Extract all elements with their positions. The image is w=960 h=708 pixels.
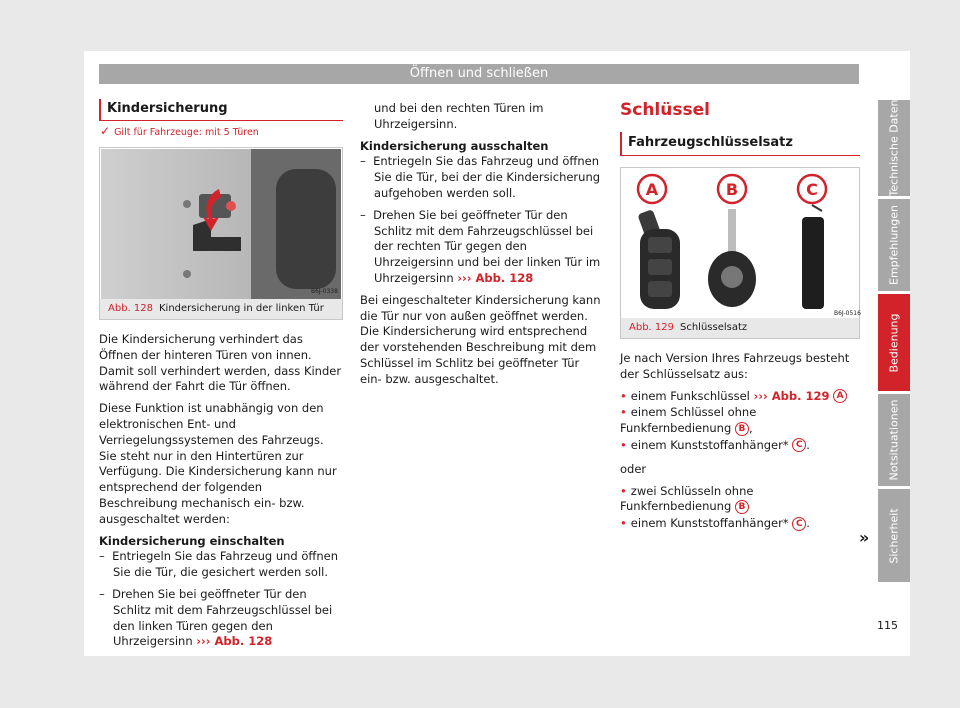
label-a: A [645, 180, 659, 199]
middle-text [360, 101, 603, 394]
tab-technische-daten[interactable]: Technische Daten [878, 100, 910, 196]
list-item: • einem Kunststoffanhänger* C . [620, 437, 810, 452]
paragraph: Die Kindersicherung verhindert das Öffnen der hinteren Türen von innen. Damit soll verhindert werden, dass Kinder während der Fahrt die Tür öffnen. [99, 332, 342, 394]
label-b: B [725, 180, 739, 199]
callout-a: A [833, 389, 847, 403]
bullet-icon: • [620, 516, 627, 531]
bullet-icon: • [620, 388, 627, 403]
image-code-129: B6J-0516 [834, 310, 861, 317]
section-heading-schluessel: Schlüssel [620, 100, 710, 120]
list-item: • einem Kunststoffanhänger* C . [620, 516, 810, 531]
figure-caption-text-128: Kindersicherung in der linken Tür [158, 303, 324, 314]
figure-link-128[interactable]: ››› Abb. 128 [196, 634, 273, 649]
subheading-einschalten: Kindersicherung einschalten [99, 533, 285, 548]
figure-link-128[interactable]: ››› Abb. 128 [457, 270, 534, 285]
key-set-image [622, 169, 861, 319]
step: – Drehen Sie bei geöffneter Tür den Schlitz mit dem Fahrzeugschlüssel bei den linken Türen gegen den Uhrzeigersinn ››› Abb. 128 [99, 586, 333, 649]
bullet-icon: • [620, 437, 627, 452]
section-heading-kindersicherung: Kindersicherung [99, 99, 343, 121]
applies-text: Gilt für Fahrzeuge: mit 5 Türen [114, 127, 259, 138]
door-lock-image [101, 149, 341, 299]
list-item: • zwei Schlüsseln ohne Funkfernbedienung B [620, 483, 754, 514]
label-c: C [806, 180, 818, 199]
figure-129 [620, 167, 860, 339]
tab-notsituationen[interactable]: Notsituationen [878, 394, 910, 486]
right-text [620, 351, 860, 538]
bullet-icon: • [620, 405, 627, 420]
callout-b: B [735, 422, 749, 436]
figure-128 [99, 147, 343, 320]
callout-c: C [792, 438, 806, 452]
left-text [99, 332, 344, 656]
continue-icon: » [859, 528, 870, 547]
step: – Drehen Sie bei geöffneter Tür den Schlitz mit dem Fahrzeugschlüssel bei der rechten Tür gegen den Uhrzeigersinn und bei der linken Tür im Uhrzeigersinn ››› Abb. 128 [360, 207, 601, 285]
paragraph: Bei eingeschalteter Kindersicherung kann die Tür nur von außen geöffnet werden. Die Kindersicherung wird entsprechend der vorstehenden Beschreibung mit dem Schlüssel im Schlitz bei geöffneter Tür ein- bzw. ausgeschaltet. [360, 292, 601, 386]
tab-bedienung[interactable]: Bedienung [878, 294, 910, 391]
figure-caption-129 [621, 318, 859, 338]
check-icon: ✓ [100, 124, 111, 138]
image-code-128: B6J-0338 [311, 288, 338, 295]
tab-empfehlungen[interactable]: Empfehlungen [878, 199, 910, 291]
paragraph: Je nach Version Ihres Fahrzeugs besteht der Schlüsselsatz aus: [620, 351, 850, 381]
figure-caption-text-129: Schlüsselsatz [679, 322, 748, 333]
page-number: 115 [877, 619, 898, 632]
figure-ref-128: Abb. 128 [108, 303, 153, 314]
figure-caption-128 [100, 299, 342, 319]
figure-link-129[interactable]: ››› Abb. 129 [753, 388, 830, 403]
figure-ref-129: Abb. 129 [629, 322, 674, 333]
chapter-header: Öffnen und schließen [99, 64, 859, 84]
step: – Entriegeln Sie das Fahrzeug und öffnen Sie die Tür, bei der die Kindersicherung aufgehoben werden soll. [360, 154, 601, 200]
list-item: • einem Funkschlüssel ››› Abb. 129 A [620, 389, 860, 405]
subheading-ausschalten: Kindersicherung ausschalten [360, 138, 549, 153]
bullet-icon: • [620, 483, 627, 498]
oder-text: oder [620, 461, 647, 476]
paragraph: Diese Funktion ist unabhängig von den elektronischen Ent- und Verriegelungssystemen des Fahrzeugs. Sie steht nur in den Hintertüren zur Verfügung. Die Kindersicherung kann nur entsprechend der folgenden Beschreibung mechanisch ein- bzw. ausgeschaltet werden: [99, 401, 337, 526]
applies-note [100, 124, 259, 138]
tab-sicherheit[interactable]: Sicherheit [878, 489, 910, 582]
step: – Entriegeln Sie das Fahrzeug und öffnen Sie die Tür, die gesichert werden soll. [99, 549, 338, 580]
callout-b: B [735, 500, 749, 514]
list-item: • einem Schlüssel ohne Funkfernbedienung B , [620, 405, 757, 436]
step-continued: und bei den rechten Türen im Uhrzeigersinn. [374, 101, 544, 131]
callout-c: C [792, 517, 806, 531]
subheading-schluesselsatz: Fahrzeugschlüsselsatz [620, 132, 860, 156]
